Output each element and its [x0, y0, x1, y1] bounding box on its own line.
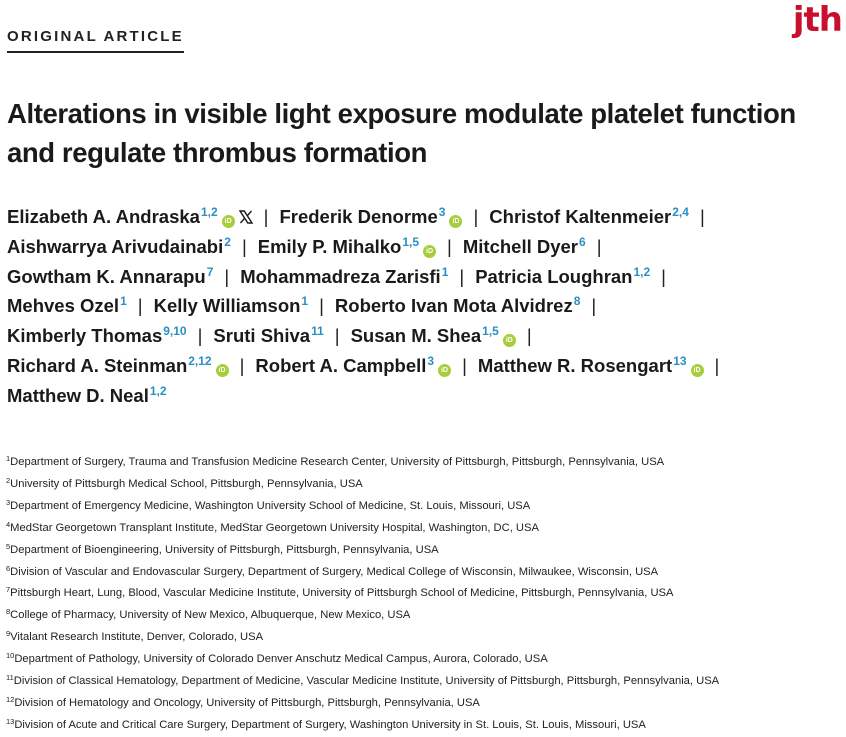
affiliation-item [6, 474, 844, 496]
affiliation-number: 8 [6, 607, 11, 617]
affiliation-item [6, 583, 844, 605]
author-separator: | [459, 265, 465, 287]
affiliation-item [6, 693, 844, 715]
orcid-icon[interactable]: iD [423, 245, 436, 258]
author-list [7, 202, 842, 411]
affiliation-item [6, 671, 844, 693]
author[interactable] [279, 206, 462, 227]
affiliation-text: Pittsburgh Heart, Lung, Blood, Vascular Medicine Institute, University of Pittsburgh School of Medicine, Pittsburgh, Pennsylvania, USA [10, 587, 674, 600]
author-name: Mehves Ozel [7, 295, 120, 317]
author-affiliation-ref[interactable]: 2 [224, 234, 231, 249]
author-affiliation-ref[interactable]: 1,2 [200, 205, 218, 219]
author-name: Mohammadreza Zarisfi [240, 265, 441, 287]
author[interactable] [7, 325, 187, 346]
author-name: Robert A. Campbell [255, 354, 427, 376]
author-name: Matthew D. Neal [7, 384, 149, 406]
author-separator: | [239, 354, 245, 376]
journal-logo: jth [792, 0, 842, 40]
orcid-icon[interactable]: iD [216, 364, 229, 377]
affiliation-item [6, 715, 844, 737]
affiliation-number: 6 [6, 563, 11, 573]
author-affiliation-ref[interactable]: 1,2 [633, 264, 651, 279]
affiliation-text: College of Pharmacy, University of New Mexico, Albuquerque, New Mexico, USA [10, 609, 411, 622]
author-affiliation-ref[interactable]: 9,10 [163, 324, 187, 339]
author-separator: | [224, 265, 230, 287]
author[interactable] [7, 355, 229, 376]
author-name: Frederik Denorme [279, 206, 438, 227]
affiliation-item [6, 540, 844, 562]
affiliation-number: 2 [6, 475, 11, 485]
orcid-icon[interactable]: iD [503, 334, 516, 347]
author[interactable] [478, 355, 704, 376]
affiliation-text: Division of Acute and Critical Care Surgery, Department of Surgery, Washington University in St. Louis, St. Louis, Missouri, USA [14, 718, 646, 731]
affiliation-text: Department of Bioengineering, University of Pittsburgh, Pittsburgh, Pennsylvania, USA [10, 543, 439, 556]
author-affiliation-ref[interactable]: 8 [573, 294, 581, 309]
affiliation-text: MedStar Georgetown Transplant Institute, MedStar Georgetown University Hospital, Washington, DC, USA [10, 521, 539, 534]
author-name: Susan M. Shea [350, 325, 482, 347]
author-separator: | [137, 295, 143, 317]
affiliation-item [6, 605, 844, 627]
affiliation-number: 10 [6, 651, 15, 661]
author-name: Sruti Shiva [213, 325, 311, 347]
affiliation-text: Division of Vascular and Endovascular Surgery, Department of Surgery, Medical College of Wisconsin, Milwaukee, Wisconsin, USA [10, 565, 659, 578]
author-separator: | [241, 235, 247, 257]
author-name: Elizabeth A. Andraska [7, 206, 200, 227]
author-affiliation-ref[interactable]: 13 [673, 353, 687, 368]
author-affiliation-ref[interactable]: 11 [311, 324, 324, 339]
author-name: Matthew R. Rosengart [477, 354, 673, 376]
affiliation-item [6, 452, 844, 474]
author-name: Emily P. Mihalko [257, 235, 402, 257]
author-separator: | [263, 206, 269, 227]
affiliation-text: Division of Classical Hematology, Department of Medicine, Vascular Medicine Institute, University of Pittsburgh, Pittsburgh, Pennsylvania, USA [13, 675, 720, 688]
affiliation-number: 1 [6, 454, 11, 463]
affiliation-number: 9 [6, 629, 11, 639]
author-affiliation-ref[interactable]: 7 [206, 264, 214, 279]
author[interactable] [351, 325, 516, 346]
author-name: Christof Kaltenmeier [489, 206, 672, 227]
author-affiliation-ref[interactable]: 1,5 [402, 234, 420, 249]
affiliation-item [6, 627, 844, 649]
affiliation-number: 11 [6, 673, 14, 683]
author[interactable] [154, 295, 309, 316]
author[interactable] [7, 385, 167, 406]
author[interactable] [213, 325, 323, 346]
article-type-label: ORIGINAL ARTICLE [7, 28, 184, 53]
author-separator: | [699, 206, 705, 227]
orcid-icon[interactable]: iD [691, 364, 704, 377]
author[interactable] [7, 295, 127, 316]
author-name: Kelly Williamson [153, 295, 301, 317]
author-affiliation-ref[interactable]: 1,2 [149, 383, 167, 398]
author-affiliation-ref[interactable]: 2,4 [672, 205, 689, 219]
author-separator: | [197, 325, 203, 347]
author-affiliation-ref[interactable]: 1,5 [482, 324, 499, 339]
author-separator: | [473, 206, 479, 227]
affiliation-number: 5 [6, 541, 11, 551]
affiliation-number: 7 [6, 585, 11, 595]
author-separator: | [591, 295, 597, 317]
orcid-icon[interactable]: iD [222, 215, 235, 228]
author-separator: | [462, 354, 467, 376]
affiliation-text: Department of Surgery, Trauma and Transfusion Medicine Research Center, University of Pittsburgh, Pittsburgh, Pennsylvania, USA [10, 456, 665, 468]
affiliation-list [6, 452, 844, 737]
author-name: Aishwarrya Arivudainabi [7, 235, 224, 257]
author-affiliation-ref[interactable]: 6 [579, 234, 586, 249]
affiliation-item [6, 649, 844, 671]
affiliation-text: Vitalant Research Institute, Denver, Colorado, USA [10, 631, 264, 644]
affiliation-number: 12 [6, 694, 15, 704]
author[interactable] [335, 295, 580, 316]
author-separator: | [526, 325, 532, 347]
affiliation-item [6, 496, 844, 518]
orcid-icon[interactable]: iD [438, 364, 451, 377]
author[interactable] [7, 236, 231, 257]
author-affiliation-ref[interactable]: 2,12 [188, 353, 212, 368]
author[interactable] [240, 266, 448, 287]
affiliation-item [6, 562, 844, 584]
affiliation-text: University of Pittsburgh Medical School, Pittsburgh, Pennsylvania, USA [10, 477, 363, 490]
affiliation-text: Department of Emergency Medicine, Washington University School of Medicine, St. Louis, Missouri, USA [10, 499, 531, 512]
author-name: Gowtham K. Annarapu [7, 265, 206, 287]
author-name: Mitchell Dyer [462, 235, 579, 257]
author-affiliation-ref[interactable]: 1 [441, 264, 449, 279]
author[interactable] [475, 266, 650, 287]
author-separator: | [714, 354, 720, 376]
orcid-icon[interactable]: iD [449, 215, 462, 228]
author-separator: | [596, 235, 602, 257]
author[interactable] [489, 206, 689, 227]
author-affiliation-ref[interactable]: 1 [120, 294, 127, 309]
affiliation-number: 13 [6, 716, 15, 726]
author-affiliation-ref[interactable]: 3 [427, 353, 435, 368]
x-twitter-icon[interactable] [239, 210, 253, 224]
affiliation-number: 4 [6, 519, 11, 529]
author-separator: | [661, 265, 666, 287]
author[interactable] [7, 266, 213, 287]
article-title: Alterations in visible light exposure modulate platelet function and regulate thrombus formation [7, 98, 796, 168]
affiliation-item [6, 518, 844, 540]
author-separator: | [334, 325, 340, 347]
author-name: Roberto Ivan Mota Alvidrez [334, 295, 573, 317]
author-name: Kimberly Thomas [7, 325, 163, 347]
affiliation-text: Division of Hematology and Oncology, University of Pittsburgh, Pittsburgh, Pennsylvania, USA [14, 696, 480, 709]
author-affiliation-ref[interactable]: 1 [301, 294, 309, 309]
affiliation-number: 3 [6, 497, 11, 507]
affiliation-text: Department of Pathology, University of Colorado Denver Anschutz Medical Campus, Aurora, Colorado, USA [14, 653, 548, 666]
author-name: Richard A. Steinman [7, 354, 188, 376]
author[interactable] [7, 206, 253, 227]
author[interactable] [463, 236, 586, 257]
author-separator: | [447, 235, 452, 257]
author[interactable] [255, 355, 451, 376]
author-name: Patricia Loughran [475, 265, 633, 287]
author[interactable] [258, 236, 436, 257]
author-separator: | [319, 295, 324, 317]
author-affiliation-ref[interactable]: 3 [438, 205, 446, 219]
